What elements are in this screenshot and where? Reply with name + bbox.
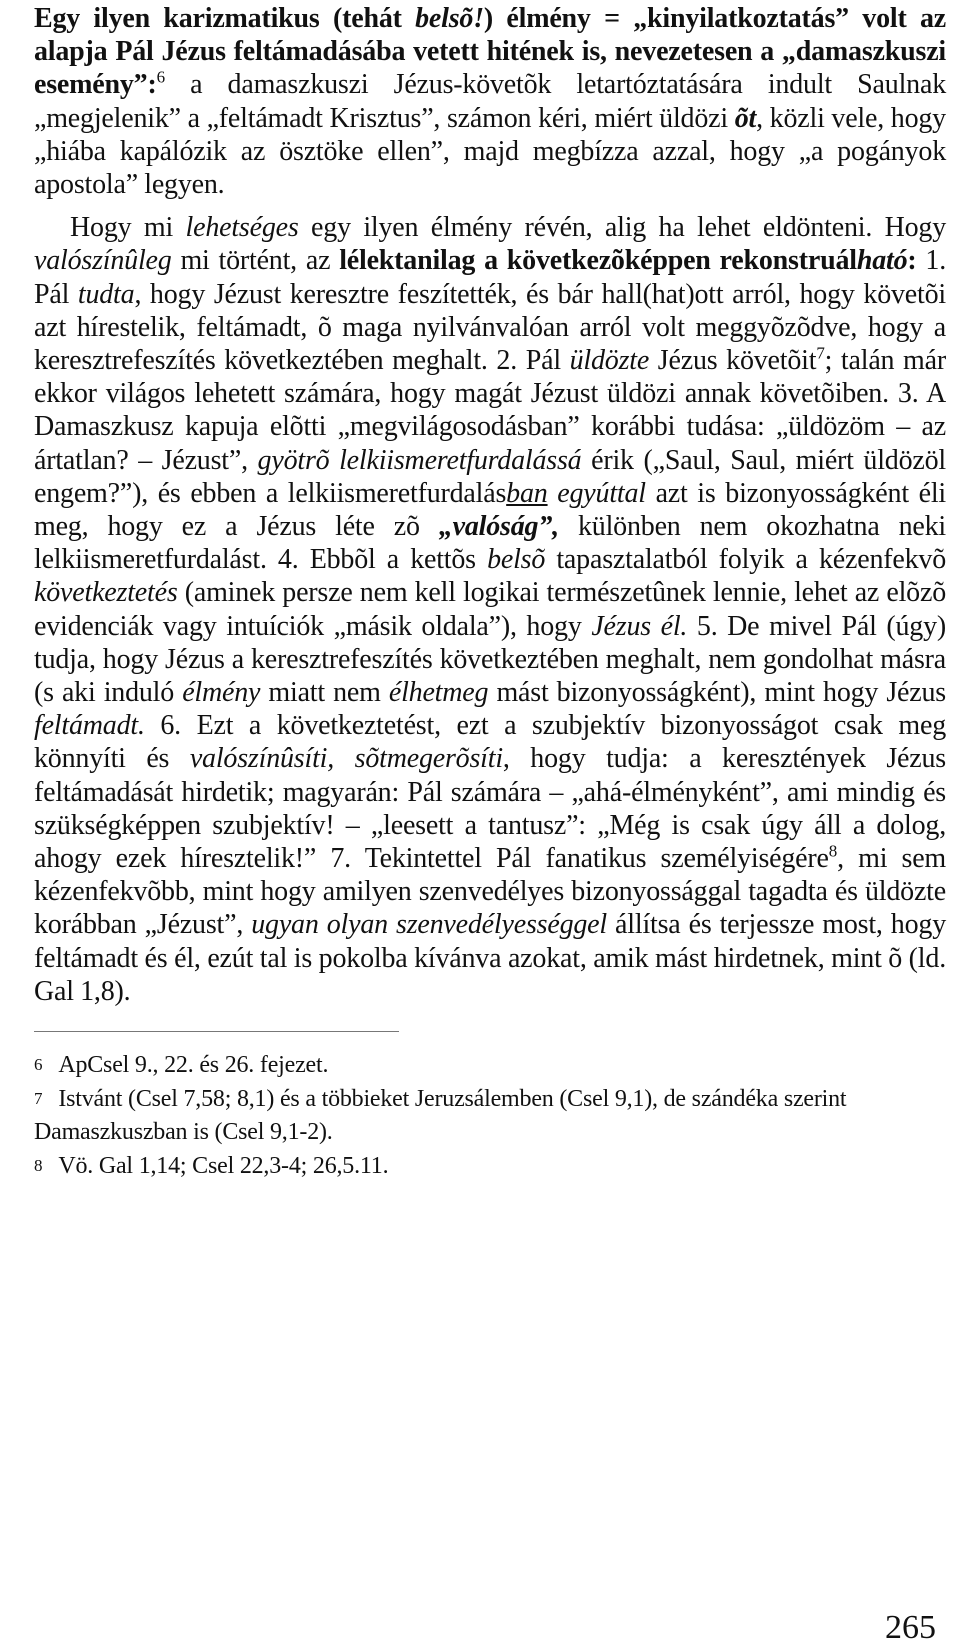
text-run: ható	[856, 245, 908, 277]
text-run: élmény	[182, 677, 261, 709]
text-run: , hogy Jézust keresztre feszítették, és bár hall(hat)ott arról, hogy követõi azt hírestelik, feltámadt, õ maga nyilvánvalóan arról volt meggyõzõdve, hogy a keresztrefeszítés következtében meghalt. 2. Pál	[34, 278, 946, 377]
text-run: 6. Ezt a következtetést, ezt a szubjektív bizonyosságot csak meg könnyíti és	[34, 710, 946, 775]
text-run: ; talán már ekkor világos lehetett számára, hogy magát Jézust üldözi annak követõiben. 3. A Damaszkusz kapuja elõtti „megvilágosodásban” korábbi tudása: „üldözöm – az ártatlan? – Jézust”,	[34, 345, 946, 476]
text-run: érik („Saul, Saul, miért üldözöl engem?”), és ebben a lelkiismeretfurdalás	[34, 444, 946, 509]
text-run: tapasztalatból folyik a kézenfekvõ	[545, 544, 946, 576]
footnote-mark: 7	[34, 1089, 43, 1109]
footnote-text: Vö. Gal 1,14; Csel 22,3-4; 26,5.11.	[58, 1153, 389, 1180]
footnote-text: ApCsel 9., 22. és 26. fejezet.	[58, 1052, 329, 1079]
text-run: valószínûleg	[34, 245, 172, 277]
text-run: õt	[734, 102, 757, 134]
text-run: élhetmeg	[388, 677, 489, 709]
text-run: (aminek persze nem kell logikai természetûnek lennie, lehet az elõzõ evidenciák vagy intuíciók „másik oldala”), hogy	[34, 577, 946, 642]
text-run: a damaszkuszi Jézus-követõk letartóztatására indult Saulnak „megjelenik” a „feltámadt Krisztus”, számon kéri, miért üldözi	[34, 69, 946, 134]
text-run: , hogy tudja: a keresztények Jézus feltámadását hirdetik; magyarán: Pál számára – „ahá-élményként”, ami mindig és szükségképpen szubjektív! – „leesett a tantusz”: „Még is csak úgy áll a dolog, ahogy ezek híresztelik!” 7. Tekintettel Pál fanatikus személyiségére	[34, 743, 946, 875]
footnote-ref: 7	[816, 343, 825, 363]
book-page	[34, 2, 946, 1183]
text-run: üldözte	[569, 345, 650, 377]
footnote-ref: 8	[828, 841, 838, 861]
text-run: Hogy mi	[70, 212, 186, 244]
text-run: Jézus követõit	[649, 345, 817, 377]
footnote-6	[34, 1048, 946, 1082]
text-run: egy ilyen élmény révén, alig ha lehet eldönteni. Hogy	[298, 212, 947, 244]
text-run: :	[907, 245, 917, 277]
page-number: 265	[885, 1609, 936, 1646]
text-run: belsõ!	[415, 3, 484, 34]
text-run: különben nem okozhatna neki lelkiismeretfurdalást. 4. Ebbõl a kettõs	[34, 511, 946, 576]
text-run: ban	[506, 477, 548, 509]
text-run: mi történt, az	[171, 245, 340, 277]
text-run: állítsa és terjessze most, hogy feltámadt és él, ezút tal is pokolba kívánva azokat, amik mást hirdetnek, mint õ (ld. Gal 1,8).	[34, 909, 946, 1007]
footnote-mark: 6	[34, 1055, 43, 1075]
text-run: mást bizonyosságként), mint hogy Jézus	[488, 677, 947, 709]
footnote-8	[34, 1149, 946, 1183]
footnote-ref: 6	[156, 68, 165, 88]
text-run: 5. De mivel Pál (úgy) tudja, hogy Jézus a keresztrefeszítés következtében meghalt, nem gondolhat másra (s aki induló	[34, 610, 946, 709]
text-run: gyötrõ lelkiismeretfurdalássá	[257, 444, 582, 476]
text-run: tudta	[77, 278, 135, 310]
text-run: , mi sem kézenfekvõbb, mint hogy amilyen szenvedélyes bizonyossággal tagadta és üldözte korábban „Jézust”,	[34, 843, 947, 941]
text-run: lélektanilag a következõképpen rekonstruál	[339, 245, 857, 277]
footnote-divider	[34, 1031, 399, 1032]
text-run: ugyan olyan szenvedélyességgel	[251, 909, 607, 941]
text-run: belsõ	[487, 544, 546, 576]
text-run: feltámadt.	[34, 710, 145, 742]
paragraph-1	[34, 2, 946, 201]
footnote-7	[34, 1082, 946, 1149]
paragraph-2	[34, 211, 946, 1008]
text-run: következtetés	[34, 577, 178, 609]
text-run: Jézus él.	[591, 610, 688, 642]
text-run: „valóság”,	[438, 511, 559, 543]
text-run: Egy ilyen karizmatikus (tehát	[34, 3, 416, 34]
text-run: valószínûsíti, sõtmegerõsíti	[189, 743, 503, 775]
text-run: 1. Pál	[34, 245, 947, 310]
footnotes	[34, 1048, 946, 1183]
text-run: , közli vele, hogy „hiába kapálózik az ösztöke ellen”, majd megbízza azzal, hogy „a pogányok apostola” legyen.	[34, 102, 946, 201]
footnote-text: Istvánt (Csel 7,58; 8,1) és a többieket Jeruzsálemben (Csel 9,1), de szándéka szerint Damaszkuszban is (Csel 9,1-2).	[34, 1086, 847, 1146]
text-run: egyúttal	[547, 477, 646, 509]
text-run: ) élmény = „kinyilatkoztatás” volt az alapja Pál Jézus feltámadásába vetett hitének is, nevezetesen a „damaszkuszi esemény”:	[34, 3, 946, 101]
text-run: lehetséges	[185, 212, 299, 244]
footnote-mark: 8	[34, 1156, 43, 1176]
text-run: azt is bizonyosságként éli meg, hogy ez a Jézus léte zõ	[34, 477, 946, 543]
text-run: miatt nem	[260, 677, 389, 709]
